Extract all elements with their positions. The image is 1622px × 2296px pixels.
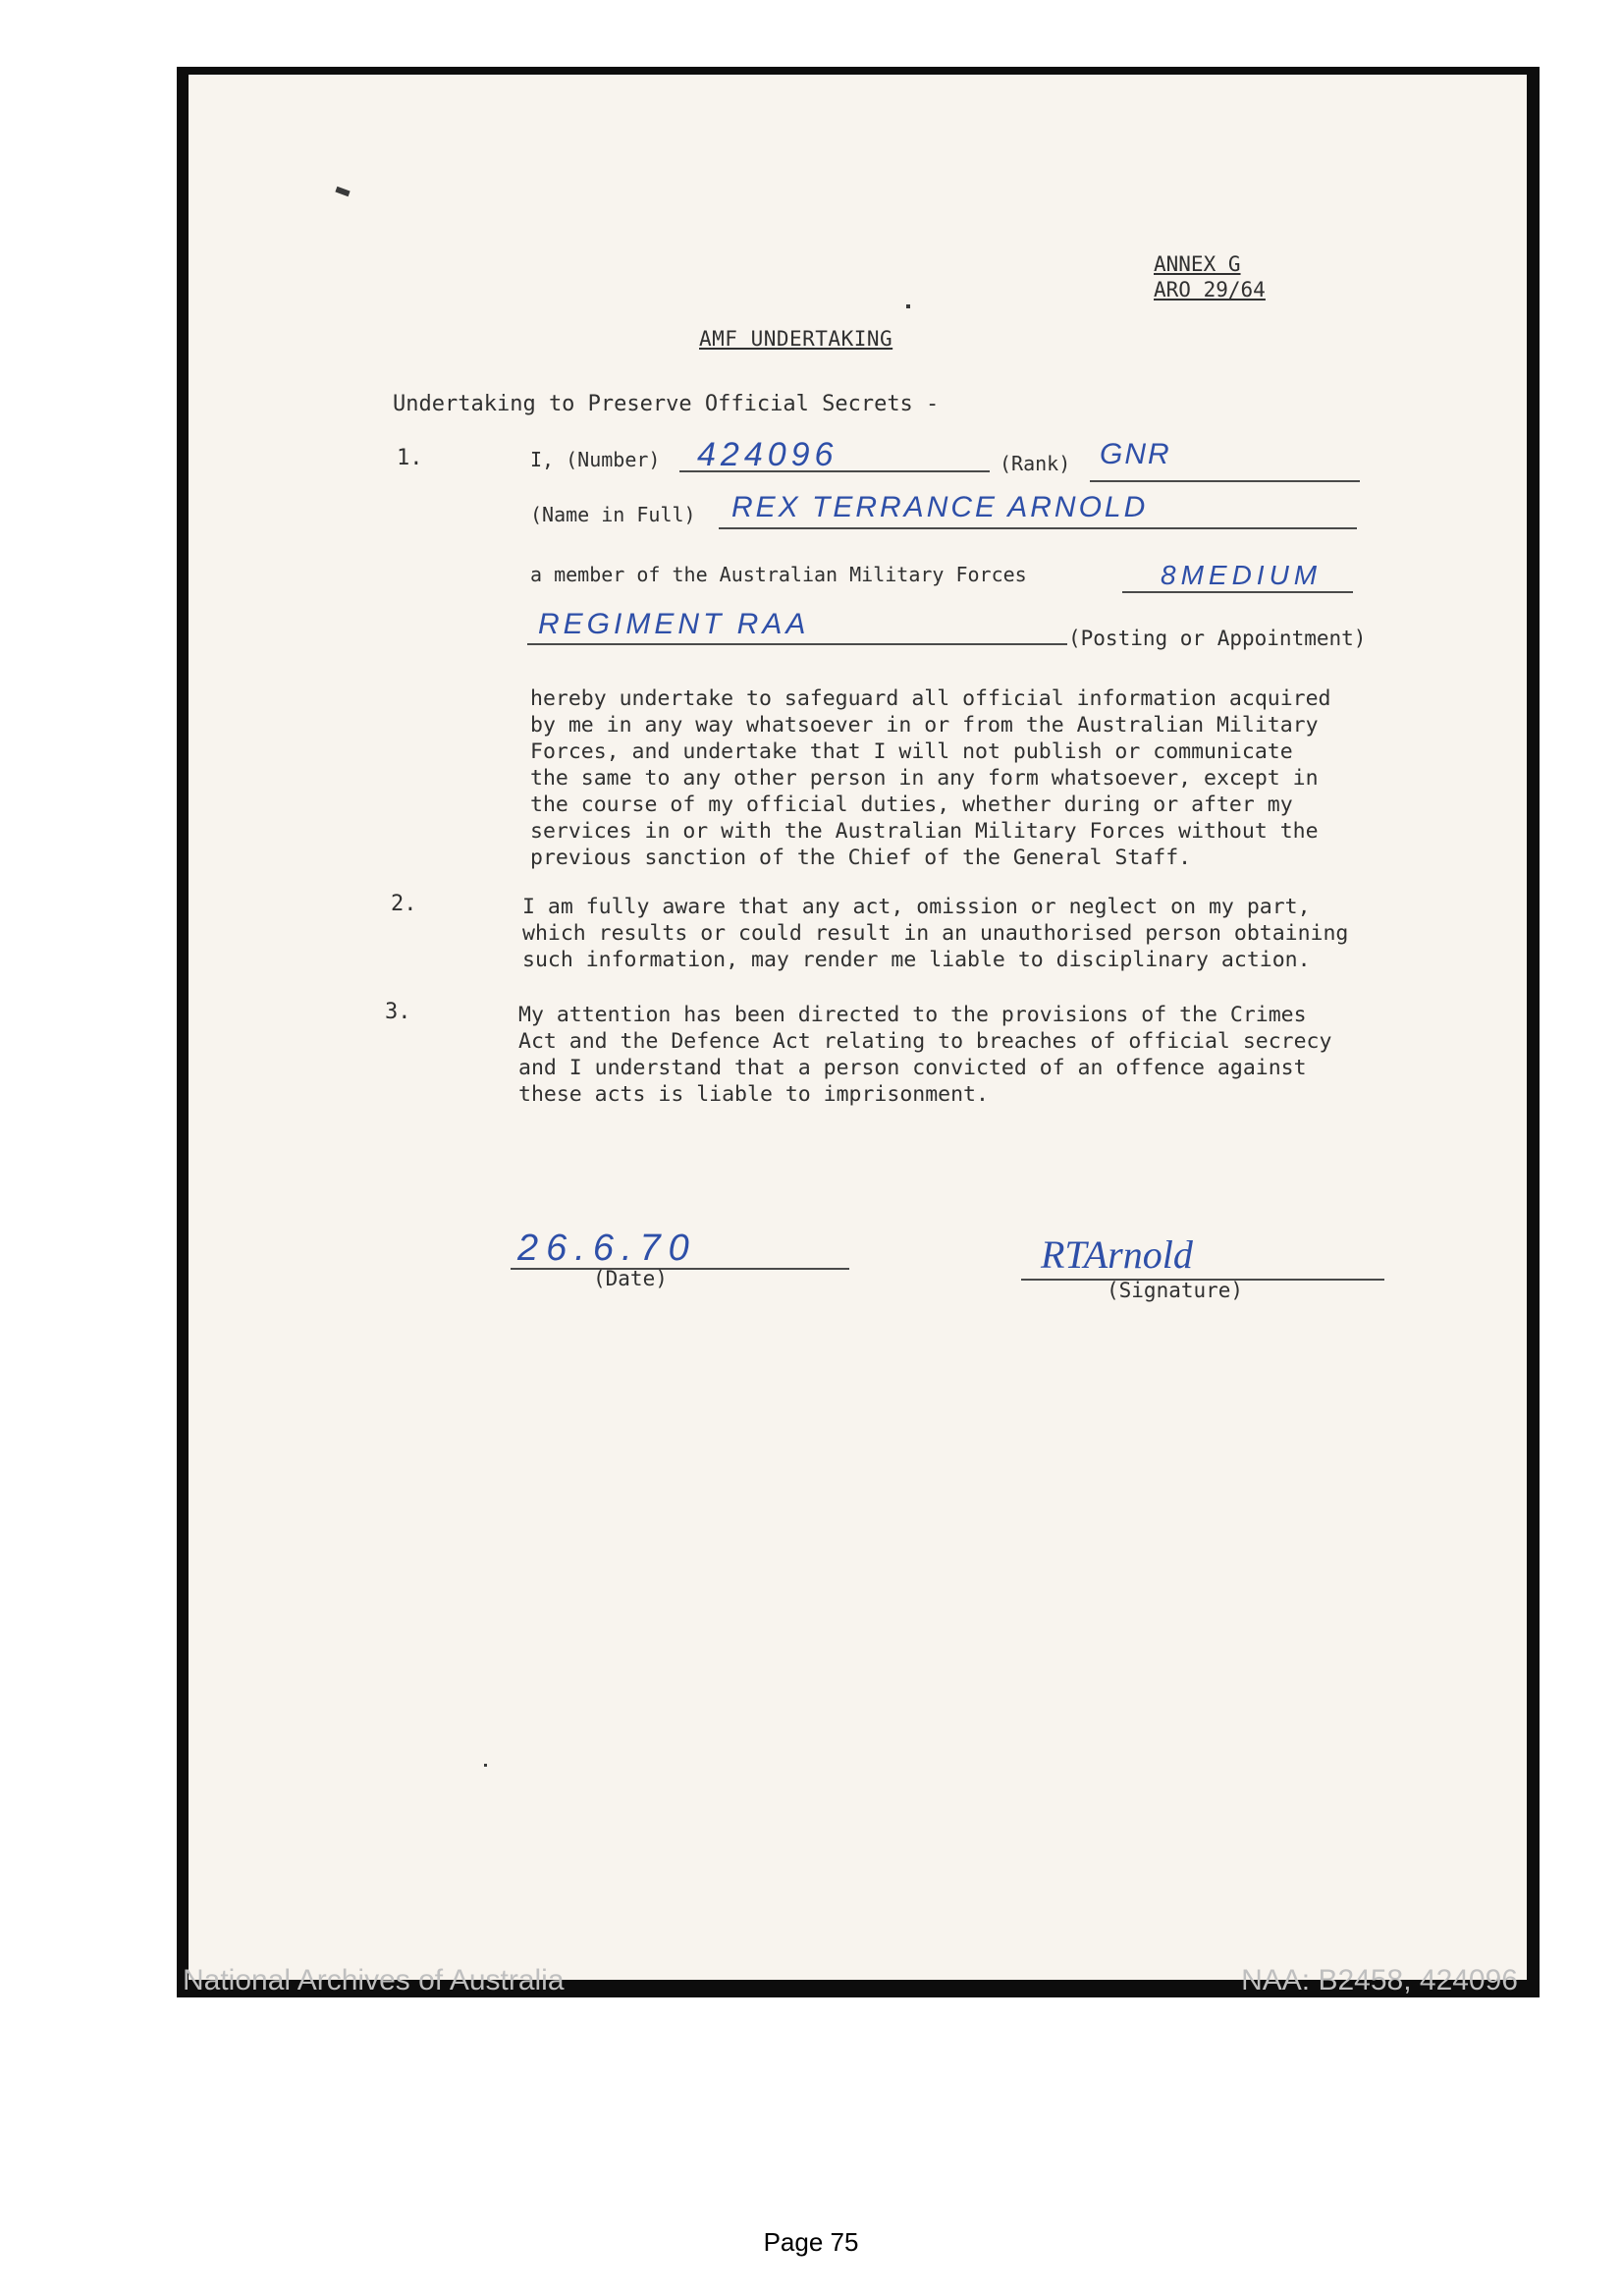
full-name-value: REX TERRANCE ARNOLD <box>731 491 1149 523</box>
forces-text: a member of the Australian Military Forces <box>530 563 1027 586</box>
item-1-line: hereby undertake to safeguard all official information acquired <box>530 686 1331 711</box>
item-1-number: 1. <box>397 446 423 470</box>
annex-line-2: ARO 29/64 <box>1154 278 1266 301</box>
stray-dot <box>484 1764 487 1767</box>
signature-label: (Signature) <box>1107 1279 1244 1302</box>
service-number-line <box>679 470 990 472</box>
signature: RTArnold <box>1041 1232 1193 1277</box>
item-1-line: services in or with the Australian Military Forces without the <box>530 819 1319 844</box>
annex-line-1: ANNEX G <box>1154 252 1241 276</box>
item-3-paragraph <box>518 1002 1331 1108</box>
item-1-line: Forces, and undertake that I will not publish or communicate <box>530 739 1293 764</box>
item-3-line: Act and the Defence Act relating to breaches of official secrecy <box>518 1029 1332 1054</box>
stray-mark <box>335 187 350 196</box>
unit-value-1: 8MEDIUM <box>1161 560 1323 590</box>
page-number: Page 75 <box>763 2227 859 2257</box>
rank-line <box>1090 480 1360 482</box>
document-page <box>189 75 1527 1980</box>
rank-value: GNR <box>1100 438 1171 470</box>
date-value: 26.6.70 <box>517 1228 697 1269</box>
item-2-paragraph <box>522 894 1348 973</box>
item-2-line: such information, may render me liable to disciplinary action. <box>522 948 1311 972</box>
subtitle: Undertaking to Preserve Official Secrets - <box>393 392 940 416</box>
posting-label: (Posting or Appointment) <box>1068 627 1367 650</box>
item-1-paragraph <box>530 685 1330 871</box>
full-name-label: (Name in Full) <box>530 503 696 526</box>
rank-label: (Rank) <box>1000 452 1071 475</box>
unit-value-2: REGIMENT RAA <box>538 608 810 640</box>
item-1-line: by me in any way whatsoever in or from the Australian Military <box>530 713 1319 738</box>
item-3-line: My attention has been directed to the provisions of the Crimes <box>518 1003 1307 1027</box>
full-name-line <box>719 527 1357 529</box>
item-3-number: 3. <box>385 1000 411 1024</box>
item-2-line: I am fully aware that any act, omission or neglect on my part, <box>522 895 1311 919</box>
item-2-number: 2. <box>391 892 417 916</box>
annex-reference <box>1154 251 1266 302</box>
date-label: (Date) <box>593 1267 668 1290</box>
item-2-line: which results or could result in an unauthorised person obtaining <box>522 921 1349 946</box>
item-3-line: and I understand that a person convicted of an offence against <box>518 1056 1307 1080</box>
item-1-line: the course of my official duties, whether during or after my <box>530 793 1293 817</box>
stray-dot <box>906 304 910 308</box>
item-3-line: these acts is liable to imprisonment. <box>518 1082 989 1107</box>
page-title: AMF UNDERTAKING <box>699 327 893 351</box>
watermark-reference: NAA: B2458, 424096 <box>1241 1964 1518 1996</box>
service-number-value: 424096 <box>697 436 838 473</box>
number-label: I, (Number) <box>530 448 661 471</box>
item-1-line: the same to any other person in any form whatsoever, except in <box>530 766 1319 791</box>
unit-line-1 <box>1122 591 1353 593</box>
date-line <box>511 1268 849 1270</box>
unit-line-2 <box>527 643 1067 645</box>
watermark-archive: National Archives of Australia <box>183 1964 565 1996</box>
item-1-line: previous sanction of the Chief of the General Staff. <box>530 846 1192 870</box>
